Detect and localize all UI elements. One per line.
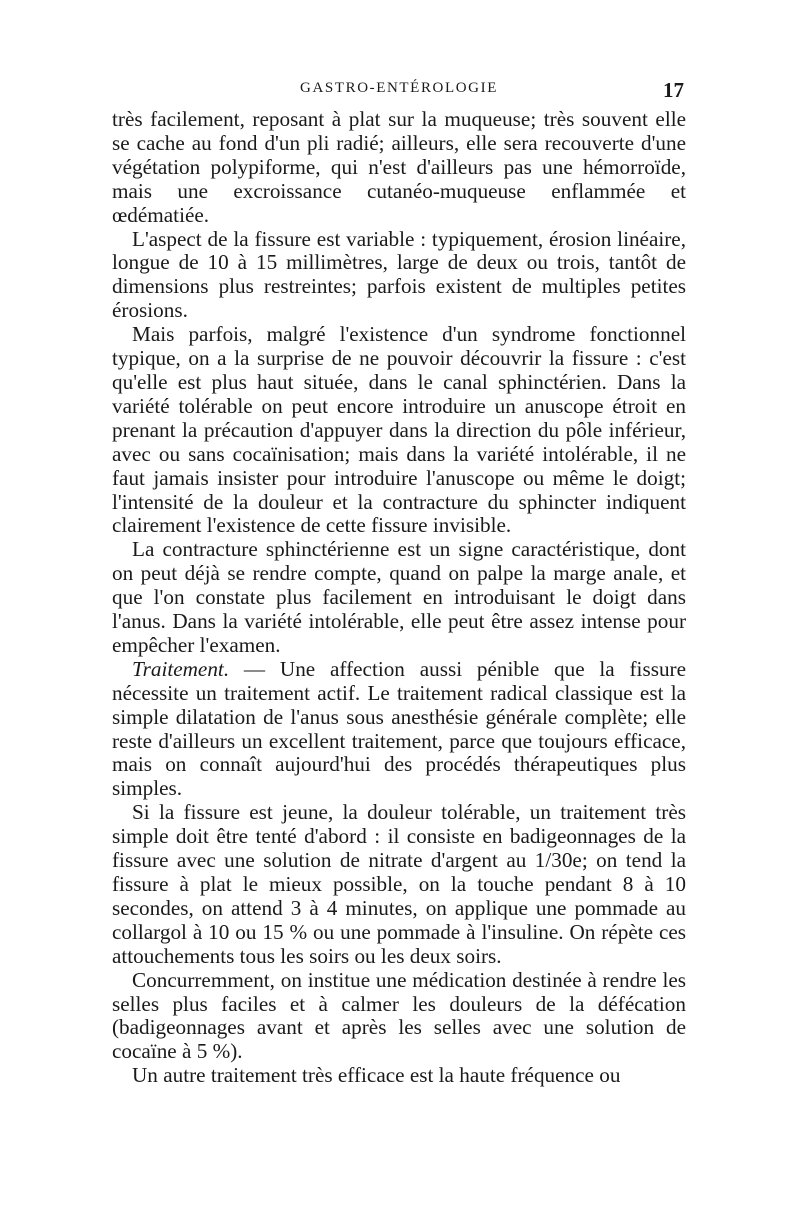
page-header xyxy=(112,78,686,104)
traitement-text: — Une affection aussi pénible que la fissure nécessite un traitement actif. Le traitement radical classique est la simple dilatation de l'anus sous anesthésie générale complète; elle reste d'ailleurs un excellent traitement, parce que toujours efficace, mais on connaît aujourd'hui des procédés thérapeutiques plus simples. xyxy=(112,656,686,801)
paragraph-7: Concurremment, on institue une médication destinée à rendre les selles plus faciles et à calmer les douleurs de la défécation (badigeonnages avant et après les selles avec une solution de cocaïne à 5 %). xyxy=(112,967,686,1064)
paragraph-6: Si la fissure est jeune, la douleur tolérable, un traitement très simple doit être tenté d'abord : il consiste en badigeonnages de la fissure avec une solution de nitrate d'argent au 1/30e; on tend la fissure à plat le mieux possible, on la touche pendant 8 à 10 secondes, on attend 3 à 4 minutes, on applique une pommade au collargol à 10 ou 15 % ou une pommade à l'insuline. On répète ces attouchements tous les soirs ou les deux soirs. xyxy=(112,800,686,968)
paragraph-8: Un autre traitement très efficace est la haute fréquence ou xyxy=(132,1063,621,1088)
paragraph-1: très facilement, reposant à plat sur la muqueuse; très souvent elle se cache au fond d'un pli radié; ailleurs, elle sera recouverte d'une végétation polypiforme, qui n'est d'ailleurs pas une hémorroïde, mais une excroissance cutanéo-muqueuse enflammée et œdématiée. xyxy=(112,107,686,227)
paragraph-traitement xyxy=(112,658,686,801)
paragraph-3: Mais parfois, malgré l'existence d'un syndrome fonctionnel typique, on a la surprise de ne pouvoir découvrir la fissure : c'est qu'elle est plus haut située, dans le canal sphinctérien. Dans la variété tolérable on peut encore introduire un anuscope étroit en prenant la précaution d'appuyer dans la direction du pôle inférieur, avec ou sans cocaïnisation; mais dans la variété intolérable, il ne faut jamais insister pour introduire l'anuscope ou même le doigt; l'intensité de la douleur et la contracture du sphincter indiquent clairement l'existence de cette fissure invisible. xyxy=(112,322,686,538)
section-heading-traitement: Traitement. xyxy=(132,656,230,681)
running-title: GASTRO-ENTÉROLOGIE xyxy=(300,80,498,96)
paragraph-4: La contracture sphinctérienne est un signe caractéristique, dont on peut déjà se rendre compte, quand on palpe la marge anale, et que l'on constate plus facilement en introduisant le doigt dans l'anus. Dans la variété intolérable, elle peut être assez intense pour empêcher l'examen. xyxy=(112,537,686,657)
page-number: 17 xyxy=(663,78,684,102)
body-text xyxy=(112,108,686,1088)
paragraph-2: L'aspect de la fissure est variable : typiquement, érosion linéaire, longue de 10 à 15 millimètres, large de deux ou trois, tantôt de dimensions plus restreintes; parfois existent de multiples petites érosions. xyxy=(112,226,686,323)
